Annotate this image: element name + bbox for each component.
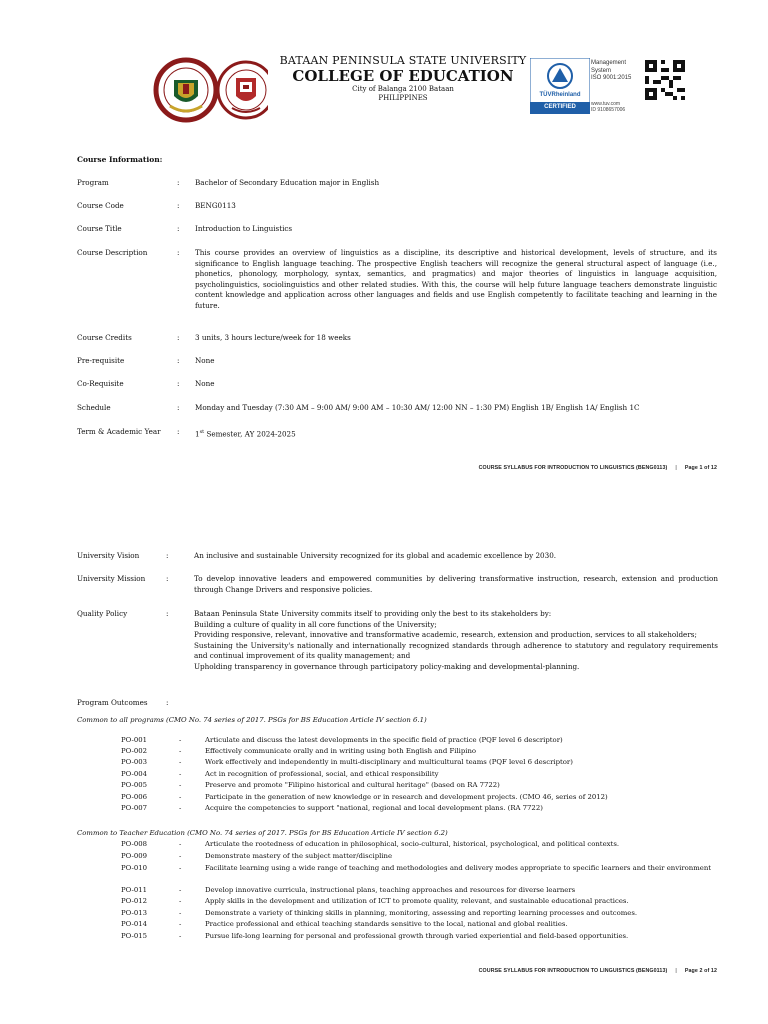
outcome-code: PO-011 bbox=[121, 886, 148, 894]
cert-id: ID 9108657006 bbox=[591, 107, 626, 113]
info-key: Course Description bbox=[77, 248, 148, 257]
info-key: Pre-requisite bbox=[77, 356, 125, 365]
outcome-dash: - bbox=[179, 770, 182, 778]
page-number: Page 2 of 12 bbox=[684, 968, 717, 974]
info-value: None bbox=[195, 356, 215, 365]
outcome-text: Participate in the generation of new knowledge or in research and development projects. (CMO 46, series of 2012) bbox=[205, 793, 608, 801]
outcome-code: PO-002 bbox=[121, 747, 148, 755]
cert-id-block bbox=[591, 101, 625, 113]
footer-title: COURSE SYLLABUS FOR INTRODUCTION TO LINGUISTICS (BENG0113) bbox=[478, 968, 668, 974]
outcome-dash: - bbox=[179, 920, 182, 928]
outcome-text: Pursue life-long learning for personal and professional growth through varied experiential and field-based opportunities. bbox=[205, 932, 629, 940]
info-colon: : bbox=[177, 178, 180, 187]
university-header bbox=[268, 54, 538, 103]
outcome-text: Work effectively and independently in multi-disciplinary and multicultural teams (PQF level 6 descriptor) bbox=[205, 758, 573, 766]
outcome-dash: - bbox=[179, 864, 182, 872]
footer-separator: | bbox=[675, 465, 677, 471]
vision-colon: : bbox=[166, 551, 169, 560]
info-key: Schedule bbox=[77, 403, 111, 412]
outcome-dash: - bbox=[179, 747, 182, 755]
cert-description bbox=[591, 60, 631, 83]
quality-colon: : bbox=[166, 609, 169, 618]
outcome-text: Acquire the competencies to support "national, regional and local development plans. (RA 7722) bbox=[205, 804, 543, 812]
tuv-certification-mark bbox=[530, 58, 590, 118]
outcome-code: PO-009 bbox=[121, 852, 148, 860]
outcome-text: Articulate the rootedness of education in philosophical, socio-cultural, historical, psychological, and political contexts. bbox=[205, 840, 620, 848]
outcome-dash: - bbox=[179, 852, 182, 860]
info-key: Course Title bbox=[77, 224, 122, 233]
tuv-badge: CERTIFIED bbox=[544, 104, 576, 110]
mission-key: University Mission bbox=[77, 574, 146, 583]
info-colon: : bbox=[177, 403, 180, 412]
outcome-text: Articulate and discuss the latest developments in the specific field of practice (PQF level 6 descriptor) bbox=[205, 736, 563, 744]
info-colon: : bbox=[177, 224, 180, 233]
info-key: Co-Requisite bbox=[77, 379, 124, 388]
outcomes-key: Program Outcomes bbox=[77, 698, 148, 707]
info-key: Program bbox=[77, 178, 109, 187]
info-value: Introduction to Linguistics bbox=[195, 224, 293, 233]
outcome-text: Develop innovative curricula, instructional plans, teaching approaches and resources for diverse learners bbox=[205, 886, 576, 894]
term-rest: Semester, AY 2024-2025 bbox=[204, 429, 296, 439]
outcome-text: Demonstrate mastery of the subject matter/discipline bbox=[205, 852, 393, 860]
info-key: Course Code bbox=[77, 201, 124, 210]
quality-line: Bataan Peninsula State University commits itself to providing only the best to its stakeholders by: bbox=[194, 609, 552, 618]
header-logos bbox=[148, 50, 268, 134]
info-key: Course Credits bbox=[77, 333, 132, 342]
vision-text: An inclusive and sustainable University recognized for its global and academic excellence by 2030. bbox=[194, 551, 557, 560]
outcome-dash: - bbox=[179, 793, 182, 801]
info-value: Monday and Tuesday (7:30 AM – 9:00 AM/ 9:00 AM – 10:30 AM/ 12:00 NN – 1:30 PM) English 1B/ English 1A/ English 1C bbox=[195, 403, 640, 412]
info-colon: : bbox=[177, 379, 180, 388]
outcome-code: PO-006 bbox=[121, 793, 148, 801]
outcome-dash: - bbox=[179, 804, 182, 812]
university-seal-icon bbox=[148, 50, 268, 130]
course-information-title: Course Information: bbox=[77, 155, 163, 164]
info-value: BENG0113 bbox=[195, 201, 236, 210]
outcome-text: Practice professional and ethical teaching standards sensitive to the local, national and global realities. bbox=[205, 920, 568, 928]
cert-line-1: Management bbox=[591, 60, 627, 66]
info-value bbox=[195, 427, 717, 440]
university-country: PHILIPPINES bbox=[378, 94, 428, 102]
university-name: BATAAN PENINSULA STATE UNIVERSITY bbox=[279, 54, 527, 67]
outcome-text: Demonstrate a variety of thinking skills in planning, monitoring, assessing and reporting learning processes and outcomes. bbox=[205, 909, 638, 917]
outcome-code: PO-007 bbox=[121, 804, 148, 812]
outcome-code: PO-003 bbox=[121, 758, 148, 766]
qr-code-icon bbox=[645, 60, 685, 104]
outcome-dash: - bbox=[179, 840, 182, 848]
quality-line: Upholding transparency in governance through participatory policy-making and developmental-planning. bbox=[194, 661, 580, 671]
outcome-code: PO-013 bbox=[121, 909, 148, 917]
outcome-code: PO-008 bbox=[121, 840, 148, 848]
page-footer-2 bbox=[479, 968, 717, 974]
outcome-code: PO-005 bbox=[121, 781, 148, 789]
university-address: City of Balanga 2100 Bataan bbox=[352, 85, 454, 93]
outcome-text: Facilitate learning using a wide range of teaching and methodologies and delivery modes appropriate to specific learners and their environment bbox=[205, 864, 712, 872]
outcome-dash: - bbox=[179, 932, 182, 940]
common-teacher-education-heading: Common to Teacher Education (CMO No. 74 series of 2017. PSGs for BS Education Article IV section 6.2) bbox=[77, 829, 448, 837]
outcome-text: Preserve and promote "Filipino historical and cultural heritage" (based on RA 7722) bbox=[205, 781, 500, 789]
tuv-brand: TÜVRheinland bbox=[539, 92, 581, 98]
quality-line: Building a culture of quality in all core functions of the University; bbox=[194, 619, 437, 629]
outcome-dash: - bbox=[179, 897, 182, 905]
info-key: Term & Academic Year bbox=[77, 427, 161, 436]
info-value: None bbox=[195, 379, 215, 388]
outcome-code: PO-010 bbox=[121, 864, 148, 872]
cert-line-2: System bbox=[591, 67, 612, 74]
info-colon: : bbox=[177, 248, 180, 257]
info-colon: : bbox=[177, 201, 180, 210]
outcome-dash: - bbox=[179, 736, 182, 744]
outcome-code: PO-014 bbox=[121, 920, 148, 928]
info-value: This course provides an overview of linguistics as a discipline, its descriptive and historical development, levels of structure, and its significance to English language teaching. The prospective English teachers will recognize the general structural aspect of language (i.e., phonetics, phonology, morphology, syntax, semantics, and pragmatics) and major theories of linguistics in language acquisition, psycholinguistics, sociolinguistics and other related studies. With this, the course will help future language teachers demonstrate linguistic content knowledge and application across other languages and fields and use English competently to facilitate teaching and learning in the future. bbox=[195, 248, 717, 310]
quality-line: Sustaining the University's nationally and internationally recognized standards through adherence to statutory and regulatory requirements and continual improvement of its quality management; and bbox=[194, 640, 718, 660]
outcome-text: Apply skills in the development and utilization of ICT to promote quality, relevant, and sustainable educational practices. bbox=[205, 897, 629, 905]
quality-line: Providing responsive, relevant, innovative and transformative academic, research, extension and production, services to all stakeholders; bbox=[194, 630, 697, 639]
quality-text bbox=[194, 609, 718, 672]
outcome-dash: - bbox=[179, 886, 182, 894]
term-suffix: st bbox=[199, 429, 205, 435]
info-colon: : bbox=[177, 333, 180, 342]
outcome-code: PO-015 bbox=[121, 932, 148, 940]
common-all-programs-heading: Common to all programs (CMO No. 74 series of 2017. PSGs for BS Education Article IV section 6.1) bbox=[77, 716, 427, 724]
outcome-code: PO-001 bbox=[121, 736, 148, 744]
outcomes-colon: : bbox=[166, 698, 169, 707]
cert-url: www.tuv.com bbox=[591, 101, 621, 107]
outcome-text: Act in recognition of professional, social, and ethical responsibility bbox=[205, 770, 439, 778]
quality-key: Quality Policy bbox=[77, 609, 128, 618]
outcome-dash: - bbox=[179, 909, 182, 917]
info-value: Bachelor of Secondary Education major in English bbox=[195, 178, 380, 187]
term-number: 1 bbox=[195, 429, 200, 439]
outcome-dash: - bbox=[179, 758, 182, 766]
mission-text: To develop innovative leaders and empowered communities by delivering transformative instruction, research, extension and production through Change Drivers and responsive policies. bbox=[194, 574, 718, 594]
mission-colon: : bbox=[166, 574, 169, 583]
vision-key: University Vision bbox=[77, 551, 140, 560]
outcome-code: PO-004 bbox=[121, 770, 148, 778]
info-colon: : bbox=[177, 356, 180, 365]
outcome-text: Effectively communicate orally and in writing using both English and Filipino bbox=[205, 747, 477, 755]
info-value: 3 units, 3 hours lecture/week for 18 weeks bbox=[195, 333, 351, 342]
page-number: Page 1 of 12 bbox=[684, 465, 717, 471]
outcome-dash: - bbox=[179, 781, 182, 789]
outcome-code: PO-012 bbox=[121, 897, 148, 905]
college-name: COLLEGE OF EDUCATION bbox=[292, 67, 514, 85]
cert-line-3: ISO 9001:2015 bbox=[591, 75, 632, 81]
info-colon: : bbox=[177, 427, 180, 436]
page-footer-1 bbox=[479, 465, 717, 471]
footer-separator: | bbox=[675, 968, 677, 974]
footer-title: COURSE SYLLABUS FOR INTRODUCTION TO LINGUISTICS (BENG0113) bbox=[478, 465, 668, 471]
